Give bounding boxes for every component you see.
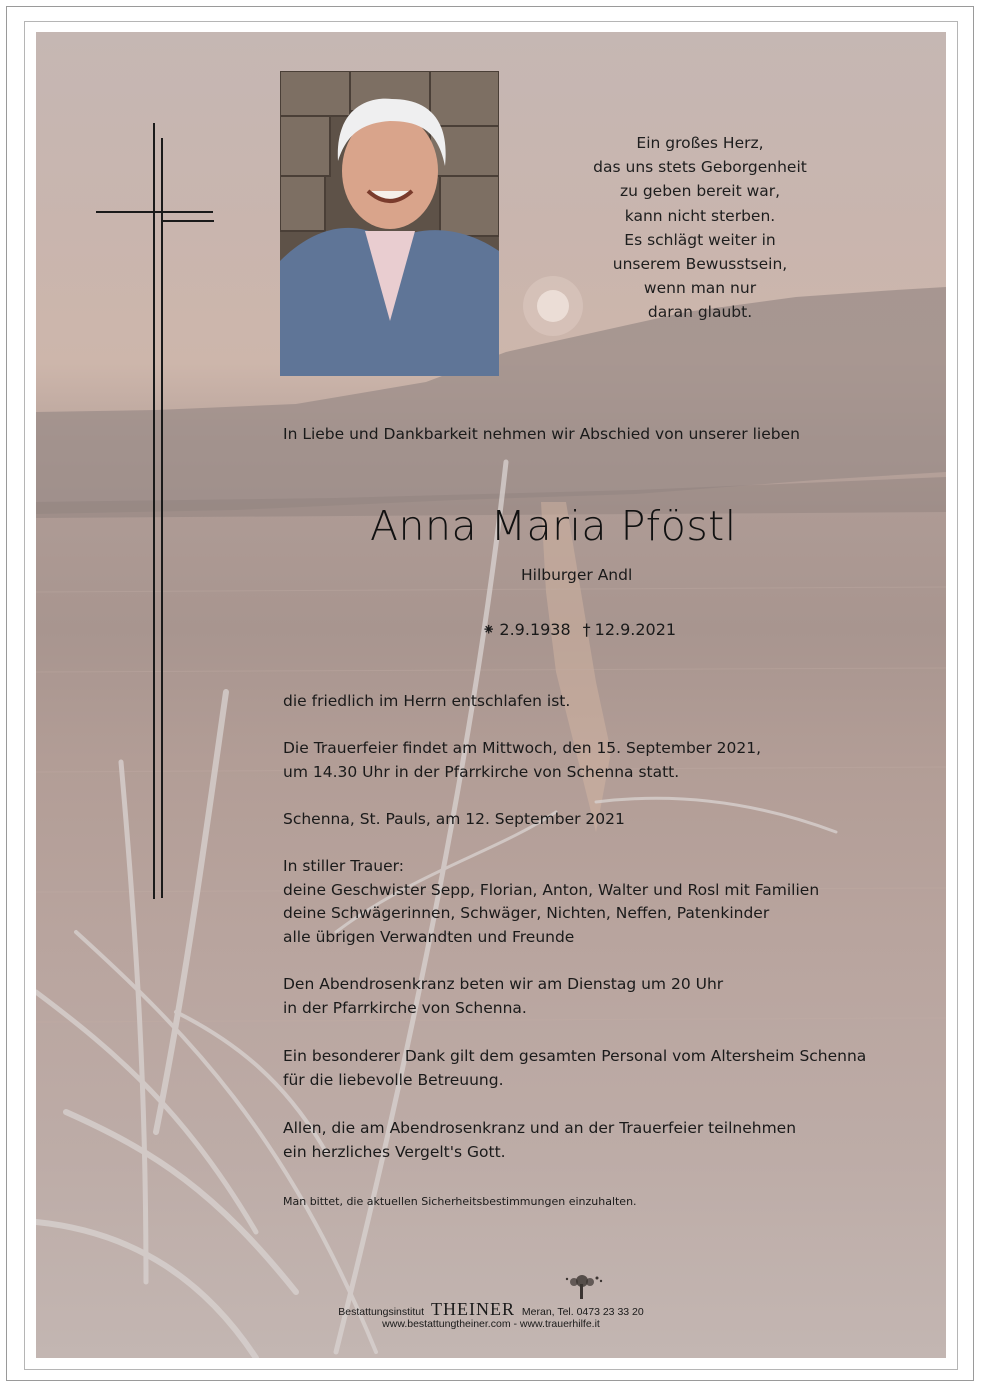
cross-line xyxy=(161,138,163,898)
life-dates xyxy=(482,620,680,639)
paragraph-line: Allen, die am Abendrosenkranz und an der Trauerfeier teilnehmen xyxy=(283,1119,797,1137)
paragraph xyxy=(283,737,761,784)
death-date: 12.9.2021 xyxy=(594,620,677,639)
deceased-name: Anna Maria Pföstl xyxy=(370,502,737,550)
paragraph xyxy=(283,1117,796,1164)
paragraph-line: Ein besonderer Dank gilt dem gesamten Personal vom Altersheim Schenna xyxy=(283,1047,867,1065)
paragraph xyxy=(283,855,819,949)
cross-line xyxy=(96,211,213,213)
poem-line: Es schlägt weiter in xyxy=(624,230,776,249)
paragraph-line: In stiller Trauer: xyxy=(283,857,404,875)
paragraph-line: Schenna, St. Pauls, am 12. September 2021 xyxy=(283,810,625,828)
paragraph xyxy=(283,973,723,1020)
deceased-nickname: Hilburger Andl xyxy=(521,566,633,584)
footer-prefix: Bestattungsinstitut xyxy=(338,1306,425,1318)
birth-date: 2.9.1938 xyxy=(499,620,571,639)
death-symbol: † xyxy=(582,620,591,639)
poem-line: daran glaubt. xyxy=(647,303,753,322)
portrait-photo xyxy=(280,71,499,376)
poem-line: wenn man nur xyxy=(643,279,757,298)
birth-symbol: ⁕ xyxy=(482,620,496,639)
footer-web: www.bestattungtheiner.com - www.trauerhilfe.it xyxy=(382,1318,600,1330)
footer-contact: Meran, Tel. 0473 23 33 20 xyxy=(521,1306,644,1318)
paragraph-line: deine Geschwister Sepp, Florian, Anton, Walter und Rosl mit Familien xyxy=(283,880,820,899)
cross-line xyxy=(163,220,214,222)
poem-line: das uns stets Geborgenheit xyxy=(593,158,807,177)
cross-line xyxy=(153,123,155,899)
paragraph-line: um 14.30 Uhr in der Pfarrkirche von Schenna statt. xyxy=(283,762,680,781)
paragraph-line: alle übrigen Verwandten und Freunde xyxy=(283,927,575,946)
paragraph-line: ein herzliches Vergelt's Gott. xyxy=(283,1142,506,1161)
poem-line: kann nicht sterben. xyxy=(624,206,776,225)
poem-line: zu geben bereit war, xyxy=(619,182,781,201)
footer-brand: THEINER xyxy=(431,1299,515,1319)
poem-line: Ein großes Herz, xyxy=(636,134,764,152)
memorial-poem xyxy=(540,131,860,325)
poem-line: unserem Bewusstsein, xyxy=(612,255,788,274)
paragraph xyxy=(283,808,625,832)
paragraph xyxy=(283,690,570,714)
paragraph-line: Den Abendrosenkranz beten wir am Dienstag um 20 Uhr xyxy=(283,975,724,993)
paragraph-line: die friedlich im Herrn entschlafen ist. xyxy=(283,692,571,710)
safety-note: Man bittet, die aktuellen Sicherheitsbestimmungen einzuhalten. xyxy=(283,1195,637,1208)
paragraph xyxy=(283,1045,866,1092)
footer-line xyxy=(0,1299,982,1320)
paragraph-line: in der Pfarrkirche von Schenna. xyxy=(283,998,527,1017)
tree-logo-icon xyxy=(557,1272,607,1300)
paragraph-line: für die liebevolle Betreuung. xyxy=(283,1070,504,1089)
paragraph-line: deine Schwägerinnen, Schwäger, Nichten, Neffen, Patenkinder xyxy=(283,904,770,922)
paragraph-line: Die Trauerfeier findet am Mittwoch, den 15. September 2021, xyxy=(283,739,761,757)
intro-line: In Liebe und Dankbarkeit nehmen wir Abschied von unserer lieben xyxy=(283,425,800,443)
